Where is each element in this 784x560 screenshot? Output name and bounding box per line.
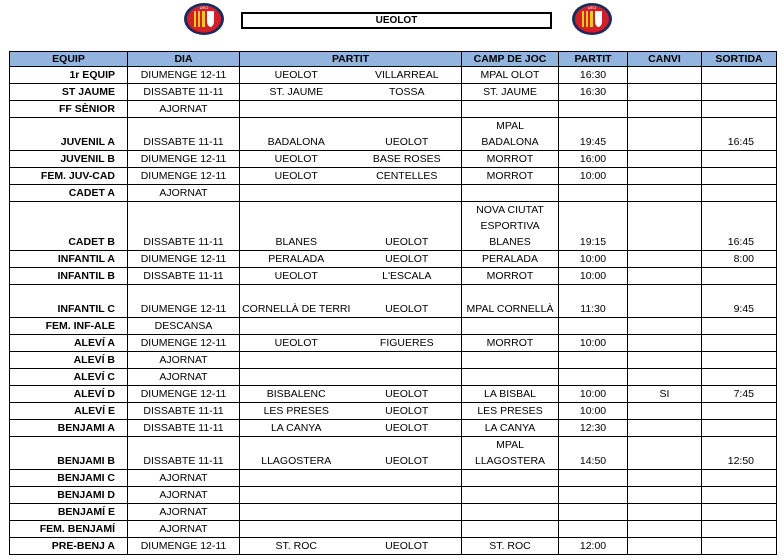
change-cell [628, 84, 702, 101]
change-cell [628, 101, 702, 118]
date-cell: AJORNAT [128, 504, 240, 521]
venue-text: MPAL BADALONA [481, 120, 539, 148]
team-cell: CADET A [10, 185, 128, 202]
table-row [10, 437, 777, 470]
table-row [10, 487, 777, 504]
departure-time-cell [702, 403, 777, 420]
home-team-cell: UEOLOT [240, 67, 353, 84]
table-row [10, 185, 777, 202]
kickoff-time-cell [559, 521, 628, 538]
table-row [10, 386, 777, 403]
kickoff-time-cell: 10:00 [559, 386, 628, 403]
table-row [10, 318, 777, 335]
date-cell: DIUMENGE 12-11 [128, 538, 240, 555]
change-cell [628, 487, 702, 504]
away-team-cell: UEOLOT [353, 202, 462, 251]
away-team-cell: UEOLOT [353, 437, 462, 470]
team-cell: BENJAMI D [10, 487, 128, 504]
date-cell: DISSABTE 11-11 [128, 403, 240, 420]
change-cell [628, 352, 702, 369]
away-team-cell: BASE ROSES [353, 151, 462, 168]
venue-cell: ST. ROC [462, 538, 559, 555]
home-team-cell [240, 487, 353, 504]
table-row [10, 335, 777, 352]
venue-cell [462, 504, 559, 521]
venue-cell: LA CANYA [462, 420, 559, 437]
col-header-hora: PARTIT [559, 52, 628, 67]
departure-time-cell [702, 470, 777, 487]
team-cell: FEM. INF-ALE [10, 318, 128, 335]
kickoff-time-cell [559, 185, 628, 202]
home-team-cell [240, 369, 353, 386]
departure-time-cell [702, 352, 777, 369]
away-team-cell [353, 185, 462, 202]
team-cell: BENJAMI B [10, 437, 128, 470]
team-cell: BENJAMÍ E [10, 504, 128, 521]
team-cell: ALEVÍ C [10, 369, 128, 386]
team-cell: CADET B [10, 202, 128, 251]
venue-cell [462, 487, 559, 504]
change-cell [628, 335, 702, 352]
home-team-cell: BADALONA [240, 118, 353, 151]
departure-time-cell [702, 318, 777, 335]
away-team-cell: UEOLOT [353, 251, 462, 268]
table-row [10, 101, 777, 118]
team-cell: INFANTIL B [10, 268, 128, 285]
date-cell: AJORNAT [128, 369, 240, 386]
team-cell: FEM. JUV-CAD [10, 168, 128, 185]
home-team-cell: BISBALENC [240, 386, 353, 403]
team-cell: ALEVÍ E [10, 403, 128, 420]
departure-time-cell: 9:45 [702, 285, 777, 318]
kickoff-time-cell: 10:00 [559, 268, 628, 285]
away-team-cell: UEOLOT [353, 538, 462, 555]
col-header-canvi: CANVI [628, 52, 702, 67]
home-team-cell [240, 318, 353, 335]
departure-time-cell [702, 420, 777, 437]
table-row [10, 403, 777, 420]
venue-cell [462, 369, 559, 386]
kickoff-time-cell [559, 352, 628, 369]
kickoff-time-cell: 16:30 [559, 84, 628, 101]
kickoff-time-cell: 19:15 [559, 202, 628, 251]
kickoff-time-cell [559, 504, 628, 521]
venue-cell [462, 202, 559, 251]
team-cell: ST JAUME [10, 84, 128, 101]
date-cell: AJORNAT [128, 521, 240, 538]
departure-time-cell [702, 101, 777, 118]
change-cell [628, 268, 702, 285]
kickoff-time-cell [559, 318, 628, 335]
table-row [10, 118, 777, 151]
change-cell [628, 403, 702, 420]
kickoff-time-cell: 10:00 [559, 251, 628, 268]
team-cell: INFANTIL C [10, 285, 128, 318]
date-cell: DIUMENGE 12-11 [128, 251, 240, 268]
kickoff-time-cell: 10:00 [559, 168, 628, 185]
away-team-cell: FIGUERES [353, 335, 462, 352]
change-cell [628, 151, 702, 168]
team-cell: FF SÈNIOR [10, 101, 128, 118]
departure-time-cell [702, 521, 777, 538]
change-cell: SI [628, 386, 702, 403]
venue-cell [462, 318, 559, 335]
home-team-cell [240, 504, 353, 521]
departure-time-cell [702, 538, 777, 555]
col-header-sortida: SORTIDA [702, 52, 777, 67]
departure-time-cell [702, 151, 777, 168]
kickoff-time-cell: 19:45 [559, 118, 628, 151]
home-team-cell: PERALADA [240, 251, 353, 268]
venue-cell: MPAL CORNELLÀ [462, 285, 559, 318]
change-cell [628, 118, 702, 151]
home-team-cell: ST. ROC [240, 538, 353, 555]
home-team-cell: LLAGOSTERA [240, 437, 353, 470]
change-cell [628, 185, 702, 202]
table-row [10, 538, 777, 555]
date-cell: DIUMENGE 12-11 [128, 285, 240, 318]
change-cell [628, 369, 702, 386]
crest-text: UEO [587, 5, 597, 10]
date-cell: AJORNAT [128, 352, 240, 369]
date-cell: DISSABTE 11-11 [128, 268, 240, 285]
table-row [10, 168, 777, 185]
venue-cell: MORROT [462, 151, 559, 168]
change-cell [628, 168, 702, 185]
departure-time-cell: 16:45 [702, 202, 777, 251]
table-row [10, 420, 777, 437]
club-crest-right [571, 2, 613, 36]
home-team-cell: BLANES [240, 202, 353, 251]
home-team-cell: UEOLOT [240, 151, 353, 168]
kickoff-time-cell: 12:30 [559, 420, 628, 437]
team-cell: BENJAMI A [10, 420, 128, 437]
venue-cell: LA BISBAL [462, 386, 559, 403]
home-team-cell: CORNELLÀ DE TERRI [240, 285, 353, 318]
away-team-cell [353, 352, 462, 369]
change-cell [628, 202, 702, 251]
kickoff-time-cell: 10:00 [559, 403, 628, 420]
kickoff-time-cell: 10:00 [559, 335, 628, 352]
departure-time-cell: 12:50 [702, 437, 777, 470]
departure-time-cell [702, 487, 777, 504]
kickoff-time-cell [559, 101, 628, 118]
change-cell [628, 504, 702, 521]
kickoff-time-cell [559, 487, 628, 504]
date-cell: DIUMENGE 12-11 [128, 386, 240, 403]
away-team-cell [353, 101, 462, 118]
table-row [10, 202, 777, 251]
venue-cell [462, 118, 559, 151]
team-cell: ALEVÍ D [10, 386, 128, 403]
team-cell: INFANTIL A [10, 251, 128, 268]
table-row [10, 84, 777, 101]
team-cell: JUVENIL B [10, 151, 128, 168]
team-cell: JUVENIL A [10, 118, 128, 151]
away-team-cell: UEOLOT [353, 403, 462, 420]
away-team-cell [353, 470, 462, 487]
crest-text: UEO [199, 5, 209, 10]
change-cell [628, 538, 702, 555]
team-cell: 1r EQUIP [10, 67, 128, 84]
col-header-partit: PARTIT [240, 52, 462, 67]
home-team-cell [240, 352, 353, 369]
venue-cell: LES PRESES [462, 403, 559, 420]
page-title: UEOLOT [241, 12, 552, 29]
venue-cell [462, 521, 559, 538]
away-team-cell: UEOLOT [353, 285, 462, 318]
table-row [10, 67, 777, 84]
date-cell: AJORNAT [128, 470, 240, 487]
kickoff-time-cell: 16:30 [559, 67, 628, 84]
away-team-cell: UEOLOT [353, 420, 462, 437]
away-team-cell: UEOLOT [353, 118, 462, 151]
home-team-cell: LA CANYA [240, 420, 353, 437]
col-header-dia: DIA [128, 52, 240, 67]
away-team-cell: TOSSA [353, 84, 462, 101]
venue-cell [462, 185, 559, 202]
venue-text: MPAL LLAGOSTERA [475, 439, 546, 467]
departure-time-cell [702, 168, 777, 185]
departure-time-cell [702, 67, 777, 84]
table-row [10, 369, 777, 386]
table-row [10, 151, 777, 168]
home-team-cell: UEOLOT [240, 268, 353, 285]
venue-cell: MPAL OLOT [462, 67, 559, 84]
venue-cell: MORROT [462, 268, 559, 285]
table-row [10, 251, 777, 268]
away-team-cell: CENTELLES [353, 168, 462, 185]
departure-time-cell [702, 369, 777, 386]
home-team-cell [240, 470, 353, 487]
team-cell: ALEVÍ A [10, 335, 128, 352]
schedule-body [10, 67, 777, 555]
kickoff-time-cell: 12:00 [559, 538, 628, 555]
table-row [10, 504, 777, 521]
venue-cell: PERALADA [462, 251, 559, 268]
date-cell: DIUMENGE 12-11 [128, 151, 240, 168]
departure-time-cell [702, 504, 777, 521]
home-team-cell [240, 185, 353, 202]
kickoff-time-cell [559, 470, 628, 487]
away-team-cell [353, 318, 462, 335]
departure-time-cell: 8:00 [702, 251, 777, 268]
change-cell [628, 67, 702, 84]
change-cell [628, 521, 702, 538]
venue-cell [462, 352, 559, 369]
change-cell [628, 470, 702, 487]
date-cell: DESCANSA [128, 318, 240, 335]
away-team-cell [353, 521, 462, 538]
venue-cell: MORROT [462, 335, 559, 352]
departure-time-cell [702, 185, 777, 202]
table-row [10, 268, 777, 285]
date-cell: AJORNAT [128, 487, 240, 504]
home-team-cell: UEOLOT [240, 168, 353, 185]
date-cell: DIUMENGE 12-11 [128, 335, 240, 352]
away-team-cell: L'ESCALA [353, 268, 462, 285]
schedule-table [9, 51, 777, 555]
header-row [10, 52, 777, 67]
team-cell: PRE-BENJ A [10, 538, 128, 555]
venue-cell: MORROT [462, 168, 559, 185]
kickoff-time-cell: 11:30 [559, 285, 628, 318]
change-cell [628, 420, 702, 437]
date-cell: DISSABTE 11-11 [128, 202, 240, 251]
away-team-cell [353, 369, 462, 386]
date-cell: AJORNAT [128, 101, 240, 118]
col-header-camp: CAMP DE JOC [462, 52, 559, 67]
kickoff-time-cell: 14:50 [559, 437, 628, 470]
table-row [10, 470, 777, 487]
date-cell: DISSABTE 11-11 [128, 84, 240, 101]
venue-cell [462, 470, 559, 487]
home-team-cell [240, 101, 353, 118]
venue-cell [462, 101, 559, 118]
date-cell: DIUMENGE 12-11 [128, 168, 240, 185]
home-team-cell [240, 521, 353, 538]
change-cell [628, 437, 702, 470]
date-cell: DISSABTE 11-11 [128, 420, 240, 437]
home-team-cell: LES PRESES [240, 403, 353, 420]
kickoff-time-cell [559, 369, 628, 386]
away-team-cell: VILLARREAL [353, 67, 462, 84]
departure-time-cell [702, 84, 777, 101]
home-team-cell: ST. JAUME [240, 84, 353, 101]
date-cell: DISSABTE 11-11 [128, 437, 240, 470]
change-cell [628, 318, 702, 335]
away-team-cell [353, 504, 462, 521]
table-row [10, 521, 777, 538]
team-cell: BENJAMI C [10, 470, 128, 487]
venue-cell [462, 437, 559, 470]
club-crest-left [183, 2, 225, 36]
table-row [10, 285, 777, 318]
departure-time-cell [702, 335, 777, 352]
kickoff-time-cell: 16:00 [559, 151, 628, 168]
team-cell: FEM. BENJAMÍ [10, 521, 128, 538]
change-cell [628, 285, 702, 318]
venue-cell: ST. JAUME [462, 84, 559, 101]
venue-text: NOVA CIUTAT ESPORTIVA BLANES [476, 204, 544, 248]
change-cell [628, 251, 702, 268]
date-cell: DIUMENGE 12-11 [128, 67, 240, 84]
col-header-equip: EQUIP [10, 52, 128, 67]
date-cell: AJORNAT [128, 185, 240, 202]
away-team-cell [353, 487, 462, 504]
home-team-cell: UEOLOT [240, 335, 353, 352]
departure-time-cell [702, 268, 777, 285]
table-row [10, 352, 777, 369]
away-team-cell: UEOLOT [353, 386, 462, 403]
date-cell: DISSABTE 11-11 [128, 118, 240, 151]
team-cell: ALEVÍ B [10, 352, 128, 369]
departure-time-cell: 16:45 [702, 118, 777, 151]
departure-time-cell: 7:45 [702, 386, 777, 403]
